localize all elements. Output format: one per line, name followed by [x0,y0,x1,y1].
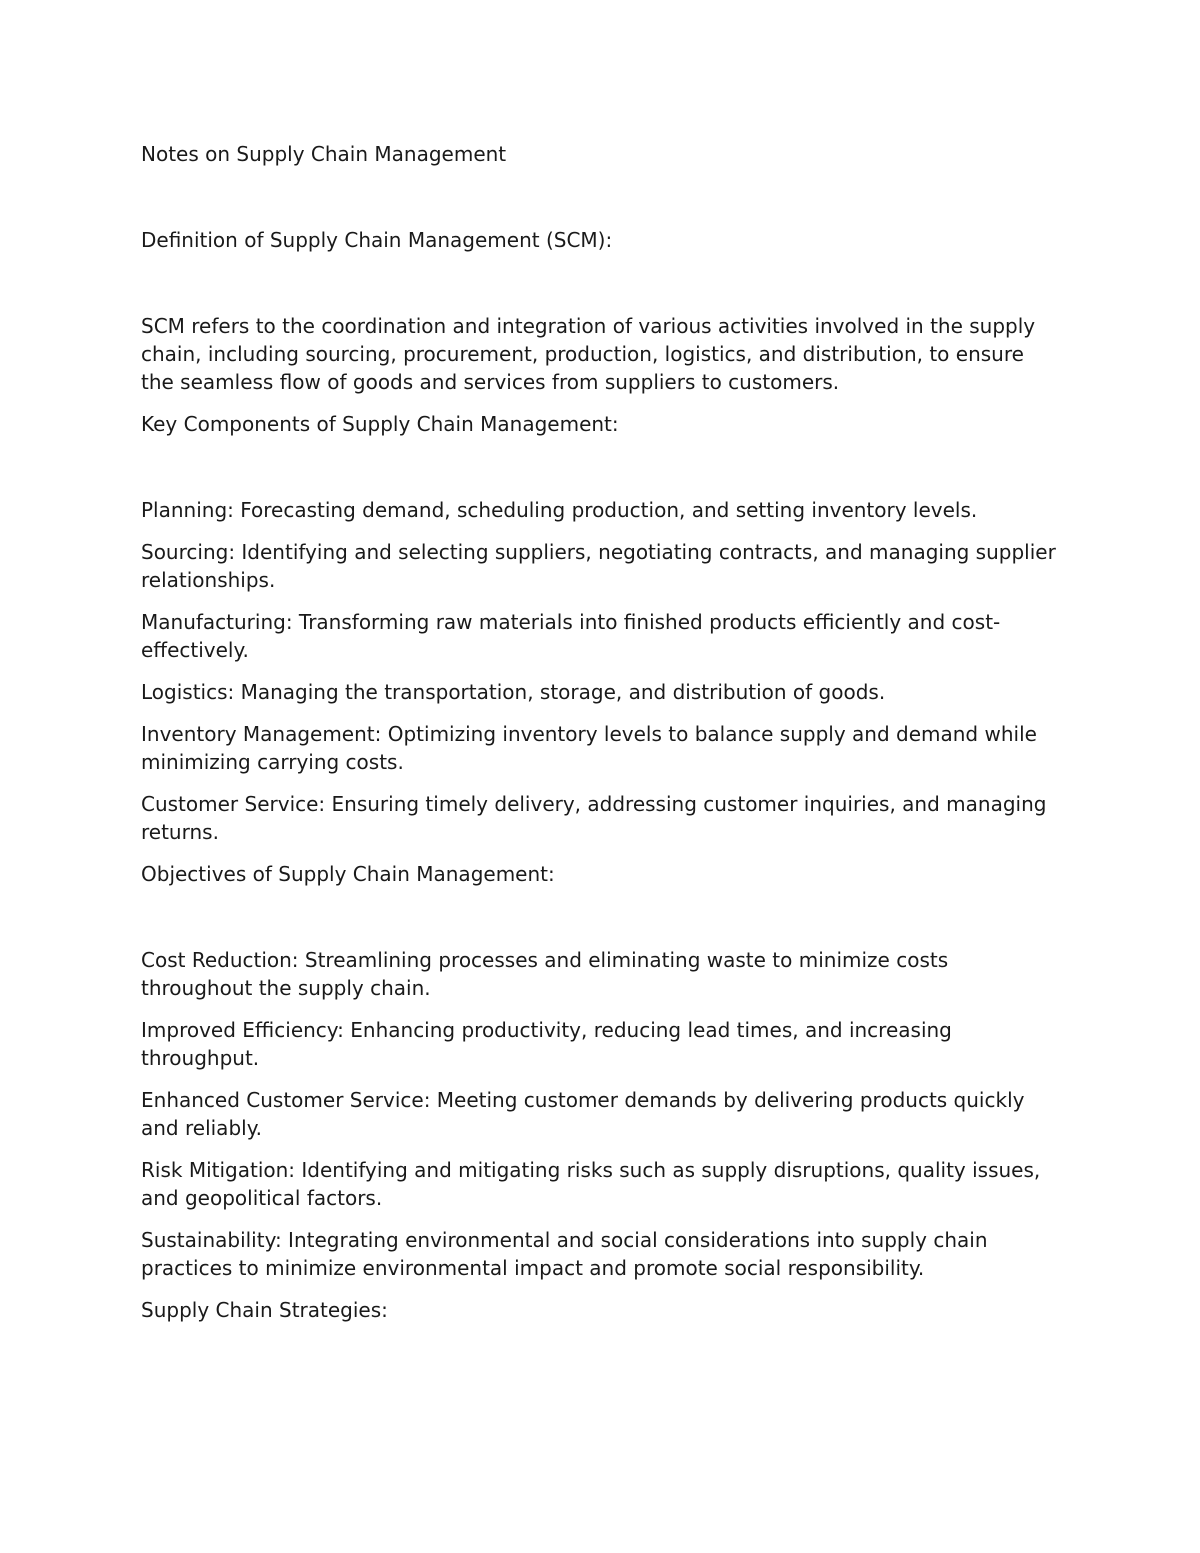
component-item: Planning: Forecasting demand, scheduling production, and setting inventory levels. [141,498,978,522]
document-title: Notes on Supply Chain Management [141,142,507,166]
component-item: Logistics: Managing the transportation, storage, and distribution of goods. [141,680,886,704]
component-item: Sourcing: Identifying and selecting suppliers, negotiating contracts, and managing supplier relationships. [141,540,1056,592]
objectives-heading: Objectives of Supply Chain Management: [141,862,555,886]
component-item: Inventory Management: Optimizing inventory levels to balance supply and demand while minimizing carrying costs. [141,722,1037,774]
strategies-heading: Supply Chain Strategies: [141,1298,388,1322]
definition-paragraph: SCM refers to the coordination and integration of various activities involved in the supply chain, including sourcing, procurement, production, logistics, and distribution, to ensure the seamless flow of goods and services from suppliers to customers. [141,314,1036,394]
document-body [141,140,1061,1338]
objective-item: Sustainability: Integrating environmental and social considerations into supply chain practices to minimize environmental impact and promote social responsibility. [141,1228,988,1280]
definition-heading: Definition of Supply Chain Management (SCM): [141,228,613,252]
objective-item: Enhanced Customer Service: Meeting customer demands by delivering products quickly and reliably. [141,1088,1025,1140]
component-item: Customer Service: Ensuring timely delivery, addressing customer inquiries, and managing returns. [141,792,1047,844]
component-item: Manufacturing: Transforming raw materials into finished products efficiently and cost-effectively. [141,610,1001,662]
objective-item: Risk Mitigation: Identifying and mitigating risks such as supply disruptions, quality issues, and geopolitical factors. [141,1158,1041,1210]
objective-item: Improved Efficiency: Enhancing productivity, reducing lead times, and increasing throughput. [141,1018,952,1070]
components-heading: Key Components of Supply Chain Management: [141,412,619,436]
objective-item: Cost Reduction: Streamlining processes and eliminating waste to minimize costs throughout the supply chain. [141,948,949,1000]
